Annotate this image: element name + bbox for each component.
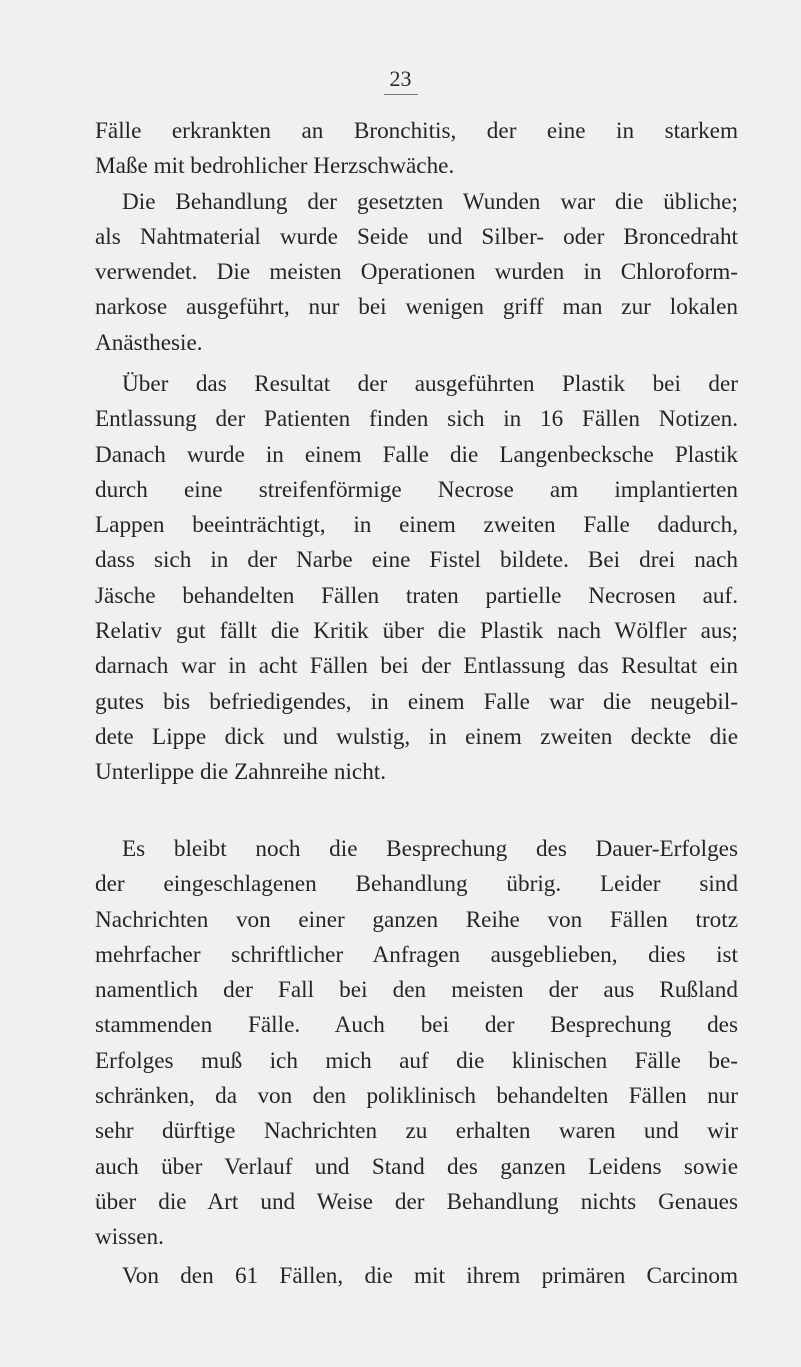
text-line: gutes bis befriedigendes, in einem Falle war die neugebil-: [95, 688, 738, 715]
text-line: Anästhesie.: [95, 329, 203, 356]
paragraph-1: [95, 114, 738, 185]
paragraph-5: [95, 1259, 738, 1294]
text-line: darnach war in acht Fällen bei der Entlassung das Resultat ein: [95, 653, 738, 680]
text-line: Erfolges muß ich mich auf die klinischen Fälle be-: [95, 1047, 738, 1074]
text-line: Nachrichten von einer ganzen Reihe von Fällen trotz: [95, 906, 738, 933]
text-line: namentlich der Fall bei den meisten der aus Rußland: [95, 977, 738, 1004]
text-line: dass sich in der Narbe eine Fistel bildete. Bei drei nach: [95, 547, 738, 574]
text-line: über die Art und Weise der Behandlung nichts Genaues: [95, 1188, 738, 1215]
text-line: narkose ausgeführt, nur bei wenigen griff man zur lokalen: [95, 294, 738, 321]
text-line: Es bleibt noch die Besprechung des Dauer-Erfolges: [122, 836, 738, 862]
text-line: Maße mit bedrohlicher Herzschwäche.: [95, 153, 455, 180]
text-line: dete Lippe dick und wulstig, in einem zweiten deckte die: [95, 723, 738, 750]
text-line: mehrfacher schriftlicher Anfragen ausgeblieben, dies ist: [95, 941, 738, 968]
text-line: Jäsche behandelten Fällen traten partielle Necrosen auf.: [95, 582, 738, 609]
text-line: Lappen beeinträchtigt, in einem zweiten Falle dadurch,: [95, 512, 738, 539]
text-line: durch eine streifenförmige Necrose am implantierten: [95, 476, 738, 503]
text-line: Unterlippe die Zahnreihe nicht.: [95, 759, 387, 786]
paragraph-3: [95, 367, 738, 791]
paragraph-4: [95, 832, 738, 1256]
paragraph-2: [95, 185, 738, 361]
text-line: als Nahtmaterial wurde Seide und Silber- oder Broncedraht: [95, 223, 738, 250]
text-line: der eingeschlagenen Behandlung übrig. Leider sind: [95, 871, 738, 898]
text-line: sehr dürftige Nachrichten zu erhalten waren und wir: [95, 1118, 738, 1145]
text-line: verwendet. Die meisten Operationen wurden in Chloroform-: [95, 259, 738, 286]
text-line: stammenden Fälle. Auch bei der Besprechung des: [95, 1012, 738, 1039]
text-line: auch über Verlauf und Stand des ganzen Leidens sowie: [95, 1153, 738, 1180]
text-line: Von den 61 Fällen, die mit ihrem primären Carcinom: [122, 1263, 738, 1289]
text-line: wissen.: [95, 1224, 164, 1251]
text-line: Relativ gut fällt die Kritik über die Plastik nach Wölfler aus;: [95, 618, 738, 645]
text-line: Die Behandlung der gesetzten Wunden war die übliche;: [122, 188, 738, 215]
text-line: Über das Resultat der ausgeführten Plastik bei der: [122, 371, 738, 397]
text-line: schränken, da von den poliklinisch behandelten Fällen nur: [95, 1083, 738, 1110]
text-line: Fälle erkrankten an Bronchitis, der eine in starkem: [95, 118, 738, 144]
page-number: 23: [0, 66, 801, 95]
text-line: Entlassung der Patienten finden sich in 16 Fällen Notizen.: [95, 406, 738, 433]
text-line: Danach wurde in einem Falle die Langenbecksche Plastik: [95, 441, 738, 468]
